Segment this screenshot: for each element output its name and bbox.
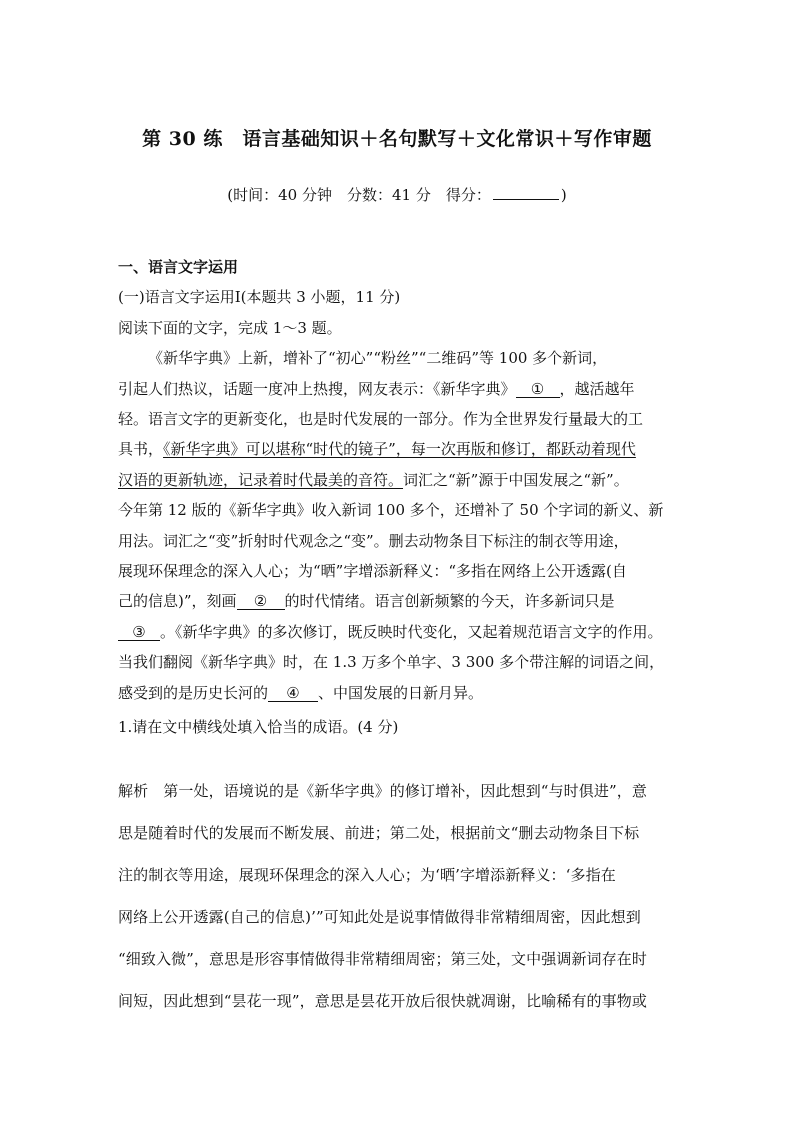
passage-text: 、中国发展的日新月异。 — [318, 683, 484, 702]
passage-section — [118, 252, 684, 743]
passage-text: 具书， — [118, 440, 164, 459]
passage-line-6: 今年第 12 版的《新华字典》收入新词 100 多个，还增补了 50 个字词的新义、新 — [118, 501, 664, 520]
passage-text: 词汇之“新”源于中国发展之“新”。 — [403, 470, 629, 489]
analysis-line-3: 注的制衣等用途，展现环保理念的深入人心；为‘晒’字增添新释义：‘多指在 — [118, 866, 616, 884]
underlined-sentence: 《新华字典》可以堪称“时代的镜子”，每一次再版和修订，都跃动着现代 — [163, 440, 636, 459]
passage-line-9 — [118, 586, 684, 616]
blank-1: ① — [516, 381, 560, 398]
passage-line-1: 《新华字典》上新，增补了“初心”“粉丝”“二维码”等 100 多个新词， — [148, 349, 608, 368]
blank-4: ④ — [268, 685, 318, 702]
passage-text: ，越活越年 — [559, 379, 635, 398]
passage-text: 己的信息)”，刻画 — [118, 592, 237, 611]
analysis-line-6: 间短，因此想到“昙花一现”，意思是昙花开放后很快就凋谢，比喻稀有的事物或 — [118, 992, 647, 1010]
passage-text: 引起人们热议，话题一度冲上热搜，网友表示：《新华字典》 — [118, 379, 516, 398]
underlined-sentence: 汉语的更新轨迹，记录着时代最美的音符。 — [118, 470, 404, 489]
passage-line-7: 用法。词汇之“变”折射时代观念之“变”。删去动物条目下标注的制衣等用途， — [118, 531, 629, 550]
passage-line-4 — [118, 434, 684, 464]
section-heading: 一、语言文字运用 — [118, 258, 239, 276]
passage-line-5 — [118, 465, 684, 495]
exam-meta — [0, 184, 794, 205]
analysis-section — [118, 770, 684, 1022]
analysis-line-5: “细致入微”，意思是形容事情做得非常精细周密；第三处，文中强调新词存在时 — [118, 950, 647, 968]
passage-line-2 — [118, 374, 684, 404]
passage-line-12 — [118, 678, 684, 708]
section-subheading: (一)语言文字运用Ⅰ(本题共 3 小题，11 分) — [118, 288, 401, 307]
reading-instruction: 阅读下面的文字，完成 1～3 题。 — [118, 318, 342, 337]
question-1: 1.请在文中横线处填入恰当的成语。(4 分) — [118, 718, 399, 737]
blank-2: ② — [237, 593, 285, 610]
exam-meta-prefix: (时间：40 分钟 分数：41 分 得分： — [227, 186, 491, 204]
passage-line-10 — [118, 617, 684, 647]
blank-3: ③ — [118, 624, 160, 641]
passage-line-8: 展现环保理念的深入人心；为“晒”字增添新释义：“多指在网络上公开透露(自 — [118, 562, 627, 581]
passage-text: 的时代情绪。语言创新频繁的今天，许多新词只是 — [284, 592, 615, 611]
passage-line-11: 当我们翻阅《新华字典》时，在 1.3 万多个单字、3 300 多个带注解的词语之间， — [118, 653, 665, 672]
analysis-line-1: 解析 第一处，语境说的是《新华字典》的修订增补，因此想到“与时俱进”，意 — [118, 782, 647, 800]
passage-text: 感受到的是历史长河的 — [118, 683, 269, 702]
score-blank — [493, 185, 559, 200]
exam-meta-suffix: ) — [560, 186, 567, 204]
page-title: 第 30 练 语言基础知识＋名句默写＋文化常识＋写作审题 — [142, 128, 652, 150]
analysis-line-4: 网络上公开透露(自己的信息)’”可知此处是说事情做得非常精细周密，因此想到 — [118, 908, 641, 926]
analysis-line-2: 思是随着时代的发展而不断发展、前进；第二处，根据前文“删去动物条目下标 — [118, 824, 640, 842]
passage-line-3: 轻。语言文字的更新变化，也是时代发展的一部分。作为全世界发行量最大的工 — [118, 410, 644, 429]
passage-text: 。《新华字典》的多次修订，既反映时代变化，又起着规范语言文字的作用。 — [160, 622, 663, 641]
